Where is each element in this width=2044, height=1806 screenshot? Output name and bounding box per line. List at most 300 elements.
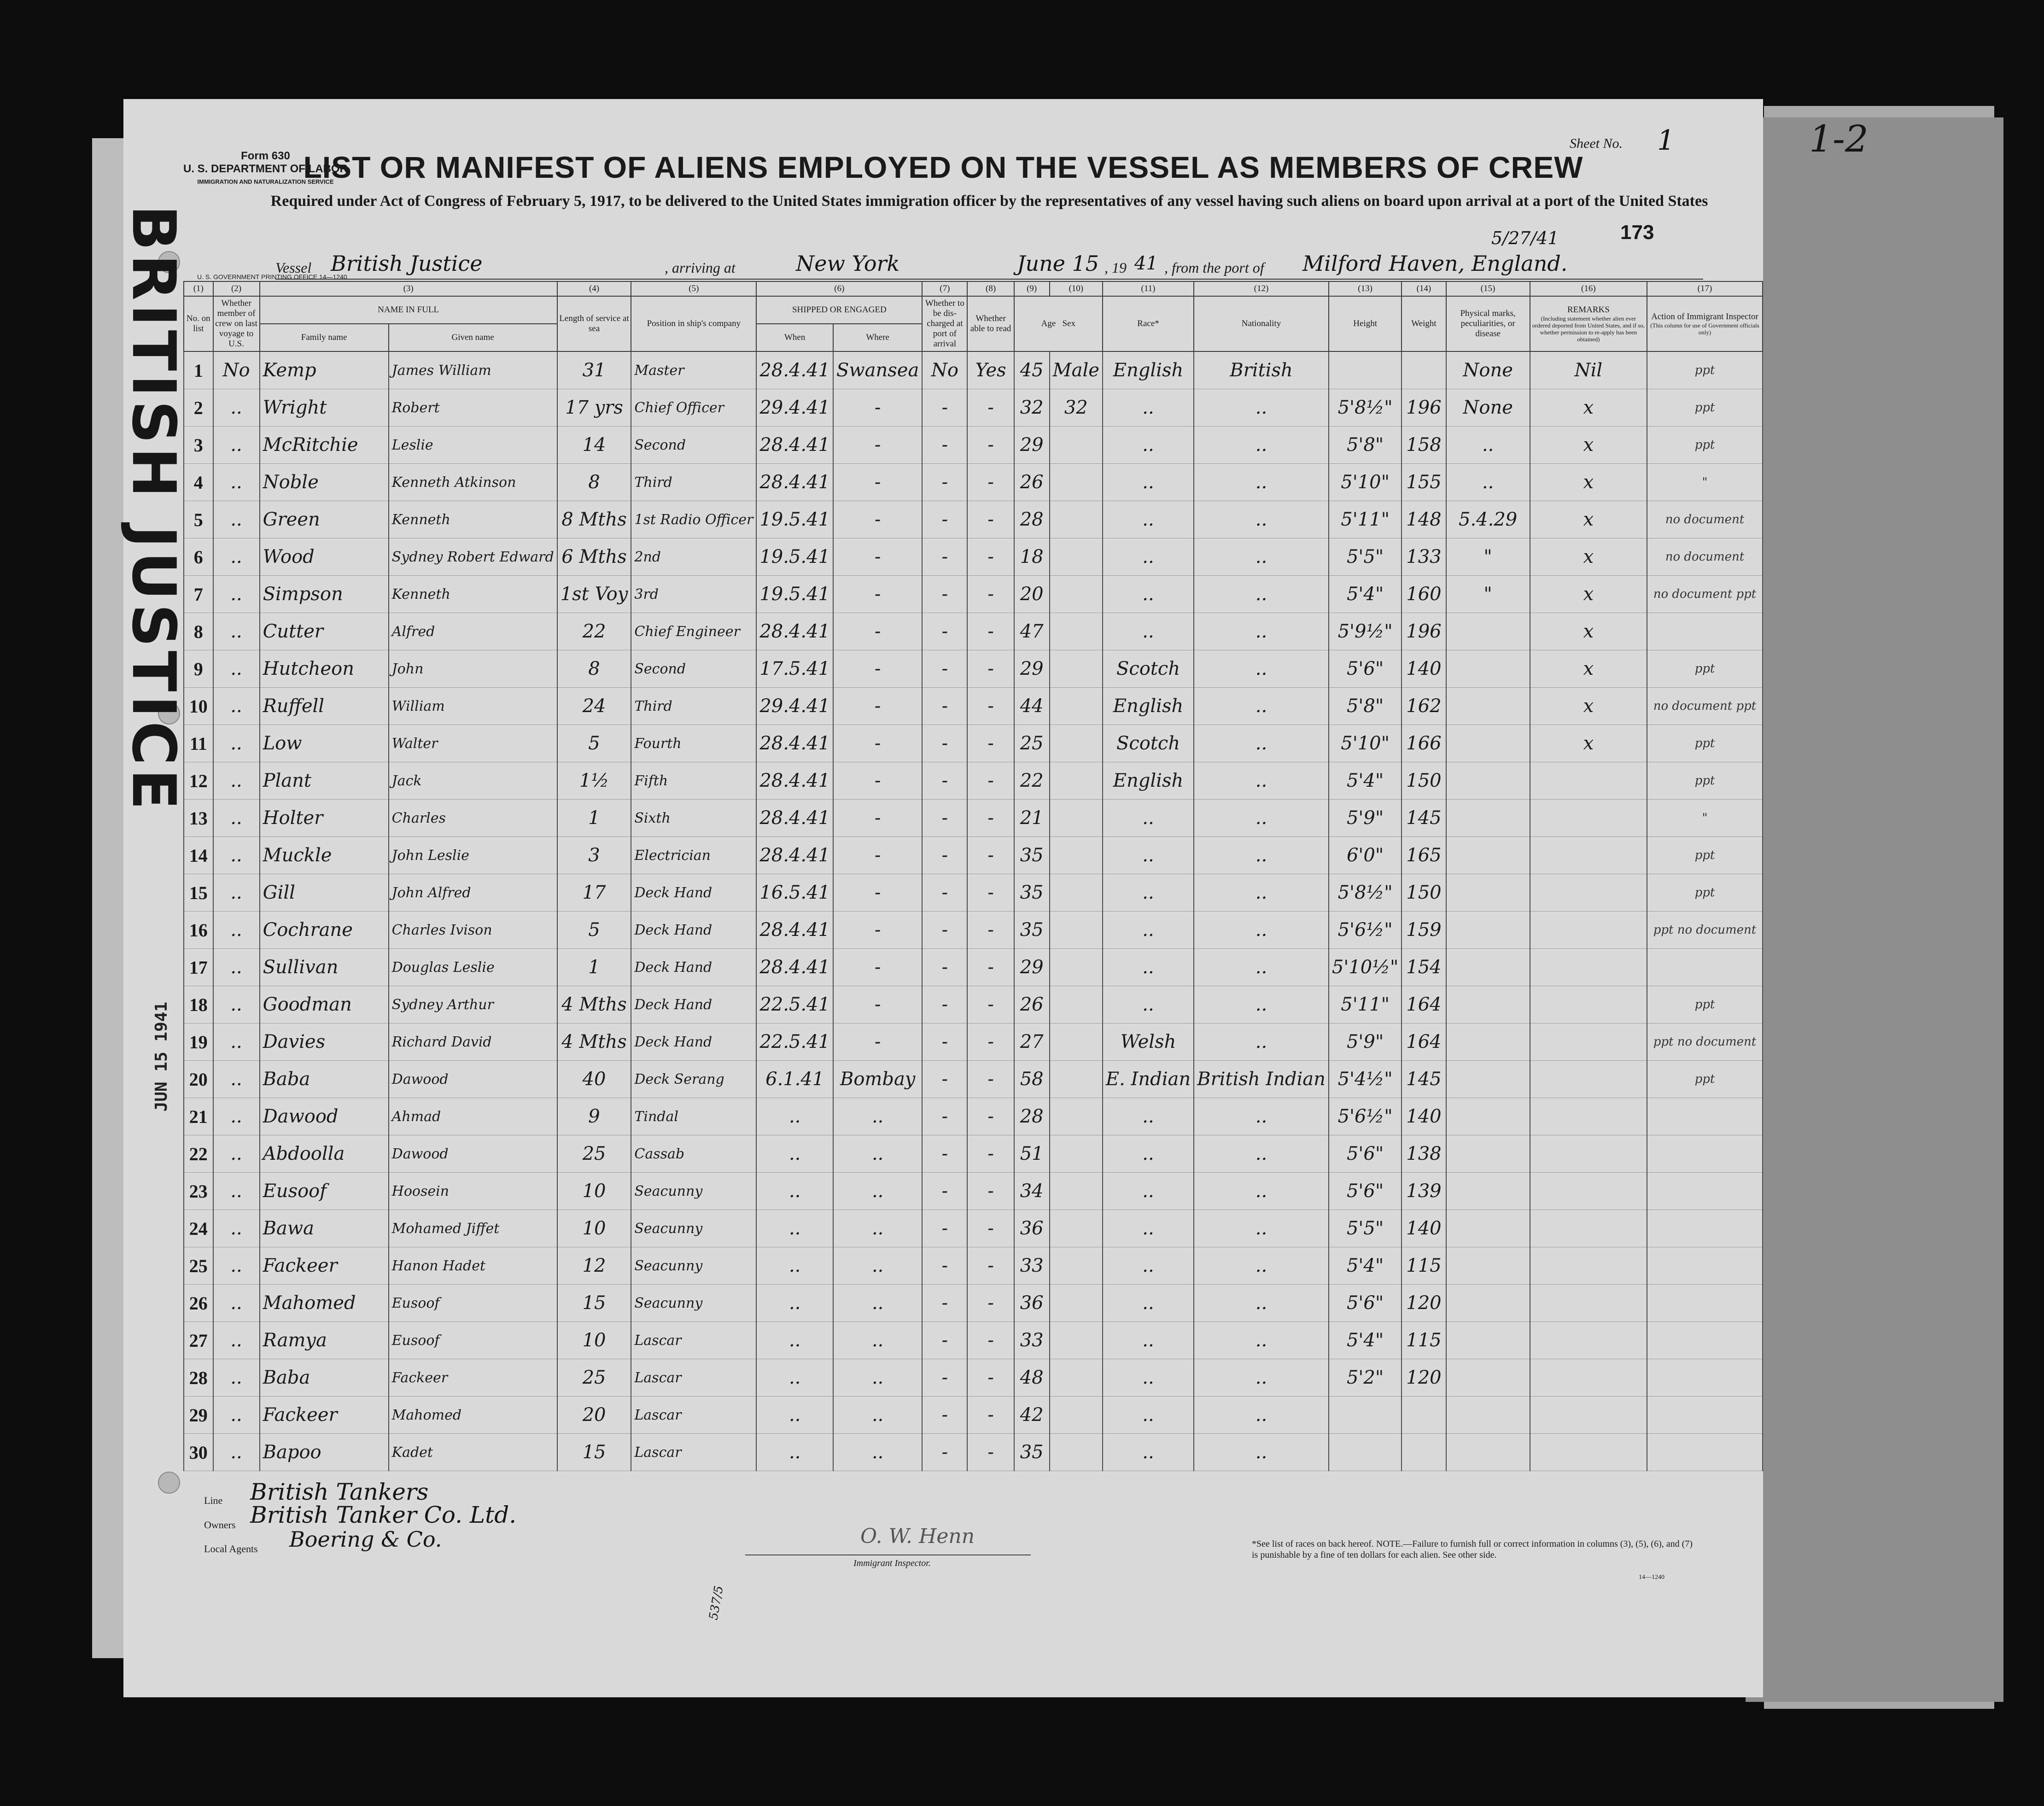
- discharged-cell: -: [922, 613, 967, 650]
- where-cell: ..: [833, 1322, 922, 1359]
- given-name-cell: Sydney Arthur: [389, 986, 557, 1023]
- position-cell: Fifth: [631, 762, 756, 800]
- length-service-cell: 24: [557, 688, 631, 725]
- table-row: [184, 949, 1763, 986]
- given-name-cell: Richard David: [389, 1023, 557, 1061]
- height-cell: 5'4": [1329, 762, 1402, 800]
- remarks-cell: [1530, 912, 1647, 949]
- row-number: 1: [184, 351, 213, 389]
- weight-cell: 150: [1402, 874, 1446, 912]
- position-cell: Deck Hand: [631, 986, 756, 1023]
- age-cell: 35: [1014, 874, 1050, 912]
- header-action: [1647, 296, 1763, 351]
- sex-cell: 32: [1050, 389, 1103, 427]
- length-service-cell: 4 Mths: [557, 1023, 631, 1061]
- given-name-cell: Walter: [389, 725, 557, 762]
- table-row: [184, 1135, 1763, 1173]
- weight-cell: 140: [1402, 1210, 1446, 1247]
- height-cell: 5'4½": [1329, 1061, 1402, 1098]
- able-read-cell: -: [967, 1247, 1014, 1285]
- position-cell: Master: [631, 351, 756, 389]
- last-voyage-cell: ..: [213, 800, 260, 837]
- last-voyage-cell: ..: [213, 1135, 260, 1173]
- when-cell: ..: [756, 1135, 833, 1173]
- when-cell: 19.5.41: [756, 538, 833, 576]
- nationality-cell: ..: [1194, 762, 1329, 800]
- weight-cell: 196: [1402, 389, 1446, 427]
- height-cell: 5'6½": [1329, 1098, 1402, 1135]
- action-cell: ppt: [1647, 837, 1763, 874]
- physical-cell: ..: [1446, 427, 1530, 464]
- position-cell: Seacunny: [631, 1173, 756, 1210]
- action-cell: [1647, 1098, 1763, 1135]
- where-cell: ..: [833, 1434, 922, 1471]
- row-number: 11: [184, 725, 213, 762]
- remarks-cell: [1530, 874, 1647, 912]
- header-last-voyage: Whether member of crew on last voyage to U.S.: [213, 296, 260, 351]
- weight-cell: 154: [1402, 949, 1446, 986]
- col-num: (15): [1446, 281, 1530, 296]
- race-cell: ..: [1103, 538, 1194, 576]
- last-voyage-cell: ..: [213, 1023, 260, 1061]
- header-family-name: Family name: [260, 324, 389, 351]
- where-cell: -: [833, 576, 922, 613]
- row-number: 21: [184, 1098, 213, 1135]
- height-cell: 5'6": [1329, 1173, 1402, 1210]
- table-row: [184, 1397, 1763, 1434]
- position-cell: Deck Hand: [631, 912, 756, 949]
- when-cell: 17.5.41: [756, 650, 833, 688]
- when-cell: ..: [756, 1173, 833, 1210]
- vessel-label: Vessel: [275, 259, 312, 276]
- where-cell: -: [833, 538, 922, 576]
- sex-cell: [1050, 1023, 1103, 1061]
- row-number: 22: [184, 1135, 213, 1173]
- position-cell: Fourth: [631, 725, 756, 762]
- position-cell: Deck Hand: [631, 949, 756, 986]
- discharged-cell: -: [922, 501, 967, 538]
- table-row: [184, 501, 1763, 538]
- when-cell: 6.1.41: [756, 1061, 833, 1098]
- last-voyage-cell: ..: [213, 1098, 260, 1135]
- length-service-cell: 8: [557, 464, 631, 501]
- given-name-cell: William: [389, 688, 557, 725]
- col-num: (8): [967, 281, 1014, 296]
- header-when: When: [756, 324, 833, 351]
- header-discharged: Whether to be dis-charged at port of arrival: [922, 296, 967, 351]
- sex-cell: [1050, 1098, 1103, 1135]
- nationality-cell: ..: [1194, 427, 1329, 464]
- age-cell: 42: [1014, 1397, 1050, 1434]
- given-name-cell: Charles: [389, 800, 557, 837]
- able-read-cell: -: [967, 986, 1014, 1023]
- able-read-cell: -: [967, 1397, 1014, 1434]
- discharged-cell: -: [922, 427, 967, 464]
- margin-mark: 537/5: [707, 1584, 726, 1621]
- last-voyage-cell: ..: [213, 1285, 260, 1322]
- sex-cell: [1050, 427, 1103, 464]
- family-name-cell: Fackeer: [260, 1397, 389, 1434]
- family-name-cell: Gill: [260, 874, 389, 912]
- year-prefix: , 19: [1104, 259, 1127, 276]
- given-name-cell: John: [389, 650, 557, 688]
- race-cell: ..: [1103, 837, 1194, 874]
- table-row: [184, 576, 1763, 613]
- age-cell: 51: [1014, 1135, 1050, 1173]
- nationality-cell: ..: [1194, 501, 1329, 538]
- physical-cell: [1446, 1061, 1530, 1098]
- height-cell: 5'5": [1329, 538, 1402, 576]
- able-read-cell: -: [967, 613, 1014, 650]
- when-cell: 22.5.41: [756, 1023, 833, 1061]
- action-cell: [1647, 949, 1763, 986]
- when-cell: ..: [756, 1285, 833, 1322]
- where-cell: -: [833, 389, 922, 427]
- family-name-cell: Davies: [260, 1023, 389, 1061]
- position-cell: Seacunny: [631, 1285, 756, 1322]
- nationality-cell: ..: [1194, 1098, 1329, 1135]
- table-row: [184, 427, 1763, 464]
- age-cell: 26: [1014, 986, 1050, 1023]
- physical-cell: [1446, 1023, 1530, 1061]
- length-service-cell: 15: [557, 1285, 631, 1322]
- remarks-cell: [1530, 837, 1647, 874]
- able-read-cell: -: [967, 389, 1014, 427]
- weight-cell: 115: [1402, 1247, 1446, 1285]
- col-num: (2): [213, 281, 260, 296]
- last-voyage-cell: ..: [213, 986, 260, 1023]
- nationality-cell: ..: [1194, 874, 1329, 912]
- last-voyage-cell: ..: [213, 912, 260, 949]
- age-cell: 36: [1014, 1285, 1050, 1322]
- when-cell: 28.4.41: [756, 837, 833, 874]
- table-row: [184, 762, 1763, 800]
- where-cell: -: [833, 688, 922, 725]
- remarks-cell: x: [1530, 688, 1647, 725]
- discharged-cell: -: [922, 1210, 967, 1247]
- table-row: [184, 874, 1763, 912]
- able-read-cell: Yes: [967, 351, 1014, 389]
- remarks-cell: x: [1530, 725, 1647, 762]
- header-weight: Weight: [1402, 296, 1446, 351]
- family-name-cell: Low: [260, 725, 389, 762]
- inspector-label: Immigrant Inspector.: [853, 1558, 931, 1568]
- sex-cell: [1050, 576, 1103, 613]
- nationality-cell: ..: [1194, 389, 1329, 427]
- length-service-cell: 40: [557, 1061, 631, 1098]
- remarks-cell: [1530, 1285, 1647, 1322]
- action-cell: no document ppt: [1647, 576, 1763, 613]
- nationality-cell: ..: [1194, 613, 1329, 650]
- able-read-cell: -: [967, 464, 1014, 501]
- discharged-cell: -: [922, 1098, 967, 1135]
- age-cell: 18: [1014, 538, 1050, 576]
- action-note: (This column for use of Government officials only): [1650, 322, 1759, 336]
- form-number: Form 630: [241, 150, 290, 162]
- able-read-cell: -: [967, 1322, 1014, 1359]
- sex-cell: [1050, 949, 1103, 986]
- length-service-cell: 10: [557, 1173, 631, 1210]
- col-num: (11): [1103, 281, 1194, 296]
- header-able-read: Whether able to read: [967, 296, 1014, 351]
- physical-cell: [1446, 1359, 1530, 1397]
- race-cell: Welsh: [1103, 1023, 1194, 1061]
- family-name-cell: McRitchie: [260, 427, 389, 464]
- weight-cell: [1402, 1434, 1446, 1471]
- position-cell: Seacunny: [631, 1247, 756, 1285]
- action-cell: ": [1647, 800, 1763, 837]
- arrival-port: New York: [796, 251, 900, 276]
- header-sex: Sex: [1062, 319, 1076, 328]
- nationality-cell: ..: [1194, 1285, 1329, 1322]
- length-service-cell: 3: [557, 837, 631, 874]
- sex-cell: [1050, 538, 1103, 576]
- age-cell: 28: [1014, 501, 1050, 538]
- action-title: Action of Immigrant Inspector: [1651, 312, 1758, 321]
- able-read-cell: -: [967, 1023, 1014, 1061]
- able-read-cell: -: [967, 1210, 1014, 1247]
- row-number: 18: [184, 986, 213, 1023]
- discharged-cell: -: [922, 1397, 967, 1434]
- action-cell: [1647, 1397, 1763, 1434]
- page-title: LIST OR MANIFEST OF ALIENS EMPLOYED ON THE VESSEL AS MEMBERS OF CREW: [303, 150, 1583, 184]
- age-cell: 36: [1014, 1210, 1050, 1247]
- gpo-imprint: U. S. GOVERNMENT PRINTING OFFICE 14—1240: [197, 273, 347, 281]
- weight-cell: 164: [1402, 1023, 1446, 1061]
- nationality-cell: ..: [1194, 1322, 1329, 1359]
- action-cell: [1647, 1247, 1763, 1285]
- age-cell: 48: [1014, 1359, 1050, 1397]
- height-cell: 5'8": [1329, 427, 1402, 464]
- able-read-cell: -: [967, 800, 1014, 837]
- able-read-cell: -: [967, 1098, 1014, 1135]
- position-cell: Seacunny: [631, 1210, 756, 1247]
- where-cell: ..: [833, 1397, 922, 1434]
- nationality-cell: ..: [1194, 1397, 1329, 1434]
- given-name-cell: Eusoof: [389, 1322, 557, 1359]
- race-cell: ..: [1103, 1434, 1194, 1471]
- remarks-cell: [1530, 1173, 1647, 1210]
- age-cell: 29: [1014, 949, 1050, 986]
- weight-cell: 120: [1402, 1285, 1446, 1322]
- discharged-cell: -: [922, 1322, 967, 1359]
- given-name-cell: Kenneth: [389, 501, 557, 538]
- position-cell: Second: [631, 650, 756, 688]
- height-cell: 5'9": [1329, 800, 1402, 837]
- able-read-cell: -: [967, 1135, 1014, 1173]
- discharged-cell: -: [922, 986, 967, 1023]
- row-number: 23: [184, 1173, 213, 1210]
- given-name-cell: Ahmad: [389, 1098, 557, 1135]
- age-cell: 45: [1014, 351, 1050, 389]
- length-service-cell: 22: [557, 613, 631, 650]
- sheet-label: Sheet No.: [1570, 136, 1623, 151]
- when-cell: 28.4.41: [756, 800, 833, 837]
- position-cell: Third: [631, 464, 756, 501]
- last-voyage-cell: ..: [213, 874, 260, 912]
- action-cell: ppt: [1647, 986, 1763, 1023]
- where-cell: Bombay: [833, 1061, 922, 1098]
- given-name-cell: Dawood: [389, 1061, 557, 1098]
- length-service-cell: 5: [557, 912, 631, 949]
- able-read-cell: -: [967, 576, 1014, 613]
- when-cell: ..: [756, 1210, 833, 1247]
- when-cell: ..: [756, 1098, 833, 1135]
- col-num: (17): [1647, 281, 1763, 296]
- weight-cell: 155: [1402, 464, 1446, 501]
- length-service-cell: 1½: [557, 762, 631, 800]
- col-num: (3): [260, 281, 557, 296]
- discharged-cell: -: [922, 1023, 967, 1061]
- race-cell: ..: [1103, 501, 1194, 538]
- when-cell: ..: [756, 1434, 833, 1471]
- header-no-on-list: No. on list: [184, 296, 213, 351]
- row-number: 17: [184, 949, 213, 986]
- row-number: 29: [184, 1397, 213, 1434]
- remarks-cell: x: [1530, 427, 1647, 464]
- where-cell: -: [833, 464, 922, 501]
- length-service-cell: 17 yrs: [557, 389, 631, 427]
- family-name-cell: Cochrane: [260, 912, 389, 949]
- nationality-cell: ..: [1194, 986, 1329, 1023]
- when-cell: ..: [756, 1359, 833, 1397]
- discharged-cell: -: [922, 949, 967, 986]
- remarks-cell: [1530, 1210, 1647, 1247]
- weight-cell: 164: [1402, 986, 1446, 1023]
- nationality-cell: ..: [1194, 837, 1329, 874]
- table-row: [184, 1210, 1763, 1247]
- discharged-cell: -: [922, 576, 967, 613]
- sex-cell: [1050, 613, 1103, 650]
- given-name-cell: Hanon Hadet: [389, 1247, 557, 1285]
- when-cell: 19.5.41: [756, 501, 833, 538]
- nationality-cell: ..: [1194, 688, 1329, 725]
- physical-cell: [1446, 949, 1530, 986]
- given-name-cell: Alfred: [389, 613, 557, 650]
- remarks-cell: [1530, 1322, 1647, 1359]
- table-row: [184, 1322, 1763, 1359]
- weight-cell: 138: [1402, 1135, 1446, 1173]
- when-cell: 19.5.41: [756, 576, 833, 613]
- nationality-cell: ..: [1194, 1173, 1329, 1210]
- when-cell: 16.5.41: [756, 874, 833, 912]
- given-name-cell: Mohamed Jiffet: [389, 1210, 557, 1247]
- length-service-cell: 12: [557, 1247, 631, 1285]
- able-read-cell: -: [967, 1434, 1014, 1471]
- sex-cell: [1050, 837, 1103, 874]
- position-cell: 3rd: [631, 576, 756, 613]
- race-cell: ..: [1103, 613, 1194, 650]
- nationality-cell: British: [1194, 351, 1329, 389]
- where-cell: ..: [833, 1210, 922, 1247]
- length-service-cell: 6 Mths: [557, 538, 631, 576]
- race-cell: ..: [1103, 874, 1194, 912]
- page-subtitle: Required under Act of Congress of February 5, 1917, to be delivered to the United States immigration officer by the representatives of any vessel having such aliens on board upon arrival at a port of the United States: [270, 193, 1708, 210]
- table-row: [184, 389, 1763, 427]
- height-cell: 5'9": [1329, 1023, 1402, 1061]
- departure-port: Milford Haven, England.: [1302, 251, 1568, 276]
- col-num: (9): [1014, 281, 1050, 296]
- able-read-cell: -: [967, 538, 1014, 576]
- length-service-cell: 1: [557, 949, 631, 986]
- remarks-cell: [1530, 1359, 1647, 1397]
- position-cell: Cassab: [631, 1135, 756, 1173]
- weight-cell: 115: [1402, 1322, 1446, 1359]
- sex-cell: [1050, 1322, 1103, 1359]
- remarks-cell: x: [1530, 538, 1647, 576]
- family-name-cell: Plant: [260, 762, 389, 800]
- where-cell: -: [833, 912, 922, 949]
- table-row: [184, 538, 1763, 576]
- table-row: [184, 837, 1763, 874]
- last-voyage-cell: ..: [213, 837, 260, 874]
- nationality-cell: ..: [1194, 1247, 1329, 1285]
- length-service-cell: 5: [557, 725, 631, 762]
- page-number: 173: [1620, 221, 1654, 244]
- given-name-cell: Jack: [389, 762, 557, 800]
- col-num: (1): [184, 281, 213, 296]
- row-number: 6: [184, 538, 213, 576]
- physical-cell: 5.4.29: [1446, 501, 1530, 538]
- remarks-cell: [1530, 1397, 1647, 1434]
- discharged-cell: -: [922, 1285, 967, 1322]
- family-name-cell: Green: [260, 501, 389, 538]
- position-cell: Chief Officer: [631, 389, 756, 427]
- family-name-cell: Holter: [260, 800, 389, 837]
- last-voyage-cell: ..: [213, 1322, 260, 1359]
- height-cell: 5'4": [1329, 576, 1402, 613]
- header-age: Age: [1041, 319, 1056, 328]
- height-cell: 5'8": [1329, 688, 1402, 725]
- able-read-cell: -: [967, 837, 1014, 874]
- given-name-cell: Charles Ivison: [389, 912, 557, 949]
- action-cell: no document: [1647, 501, 1763, 538]
- height-cell: 5'4": [1329, 1247, 1402, 1285]
- sex-cell: [1050, 800, 1103, 837]
- vessel-name: British Justice: [331, 251, 483, 276]
- position-cell: Sixth: [631, 800, 756, 837]
- nationality-cell: ..: [1194, 464, 1329, 501]
- family-name-cell: Cutter: [260, 613, 389, 650]
- height-cell: 5'6": [1329, 1285, 1402, 1322]
- arrival-year: 41: [1134, 253, 1158, 274]
- header-age-sex: [1014, 296, 1103, 351]
- discharged-cell: -: [922, 1061, 967, 1098]
- physical-cell: [1446, 688, 1530, 725]
- last-voyage-cell: ..: [213, 1173, 260, 1210]
- remarks-cell: [1530, 1023, 1647, 1061]
- row-number: 19: [184, 1023, 213, 1061]
- when-cell: 28.4.41: [756, 912, 833, 949]
- position-cell: Second: [631, 427, 756, 464]
- where-cell: -: [833, 1023, 922, 1061]
- row-number: 2: [184, 389, 213, 427]
- given-name-cell: John Leslie: [389, 837, 557, 874]
- length-service-cell: 8: [557, 650, 631, 688]
- where-cell: ..: [833, 1285, 922, 1322]
- remarks-title: REMARKS: [1567, 305, 1610, 315]
- age-cell: 47: [1014, 613, 1050, 650]
- physical-cell: [1446, 1135, 1530, 1173]
- discharged-cell: -: [922, 725, 967, 762]
- position-cell: Lascar: [631, 1322, 756, 1359]
- header-length-service: Length of service at sea: [557, 296, 631, 351]
- race-cell: ..: [1103, 1173, 1194, 1210]
- where-cell: -: [833, 427, 922, 464]
- action-cell: ": [1647, 464, 1763, 501]
- given-name-cell: Kenneth Atkinson: [389, 464, 557, 501]
- given-name-cell: Douglas Leslie: [389, 949, 557, 986]
